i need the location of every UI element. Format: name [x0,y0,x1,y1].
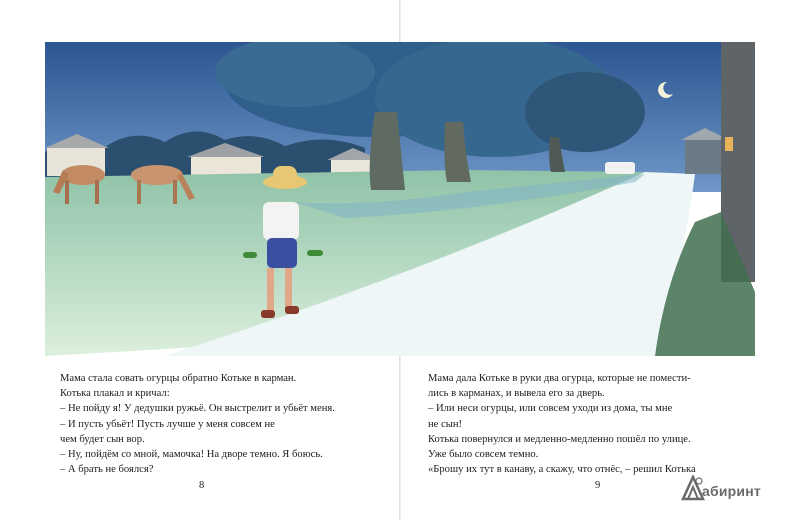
illustration-village-evening [45,42,755,356]
right-line: «Брошу их тут в канаву, а скажу, что отнёс, – решил Котька [428,464,696,476]
labirint-watermark [680,473,795,503]
right-line: Уже было совсем темно. [428,449,539,461]
right-line: – Или неси огурцы, или совсем уходи из дома, ты мне [428,403,673,415]
left-page-text [60,371,380,477]
left-line: – И пусть убьёт! Пусть лучше у меня совсем не [60,418,275,430]
left-line: – Не пойду я! У дедушки ружьё. Он выстрелит и убьёт меня. [60,403,335,415]
page-number-right: 9 [595,480,601,491]
right-line: лись в карманах, и вывела его за дверь. [428,388,605,400]
right-line: не сын! [428,418,463,430]
car [605,162,635,174]
right-line: Мама дала Котьке в руки два огурца, которые не помести- [428,373,691,384]
page-number-left: 8 [199,480,205,491]
left-line: Мама стала совать огурцы обратно Котьке в карман. [60,373,297,384]
right-page-text [428,371,758,477]
left-line: – Ну, пойдём со мной, мамочка! На дворе темно. Я боюсь. [60,449,323,461]
left-line: чем будет сын вор. [60,433,145,445]
left-line: Котька плакал и кричал: [60,388,170,400]
watermark-text: абиринт [702,483,761,499]
illustration-svg [45,42,755,356]
left-line: – А брать не боялся? [60,464,154,476]
right-line: Котька повернулся и медленно-медленно пошёл по улице. [428,433,691,445]
